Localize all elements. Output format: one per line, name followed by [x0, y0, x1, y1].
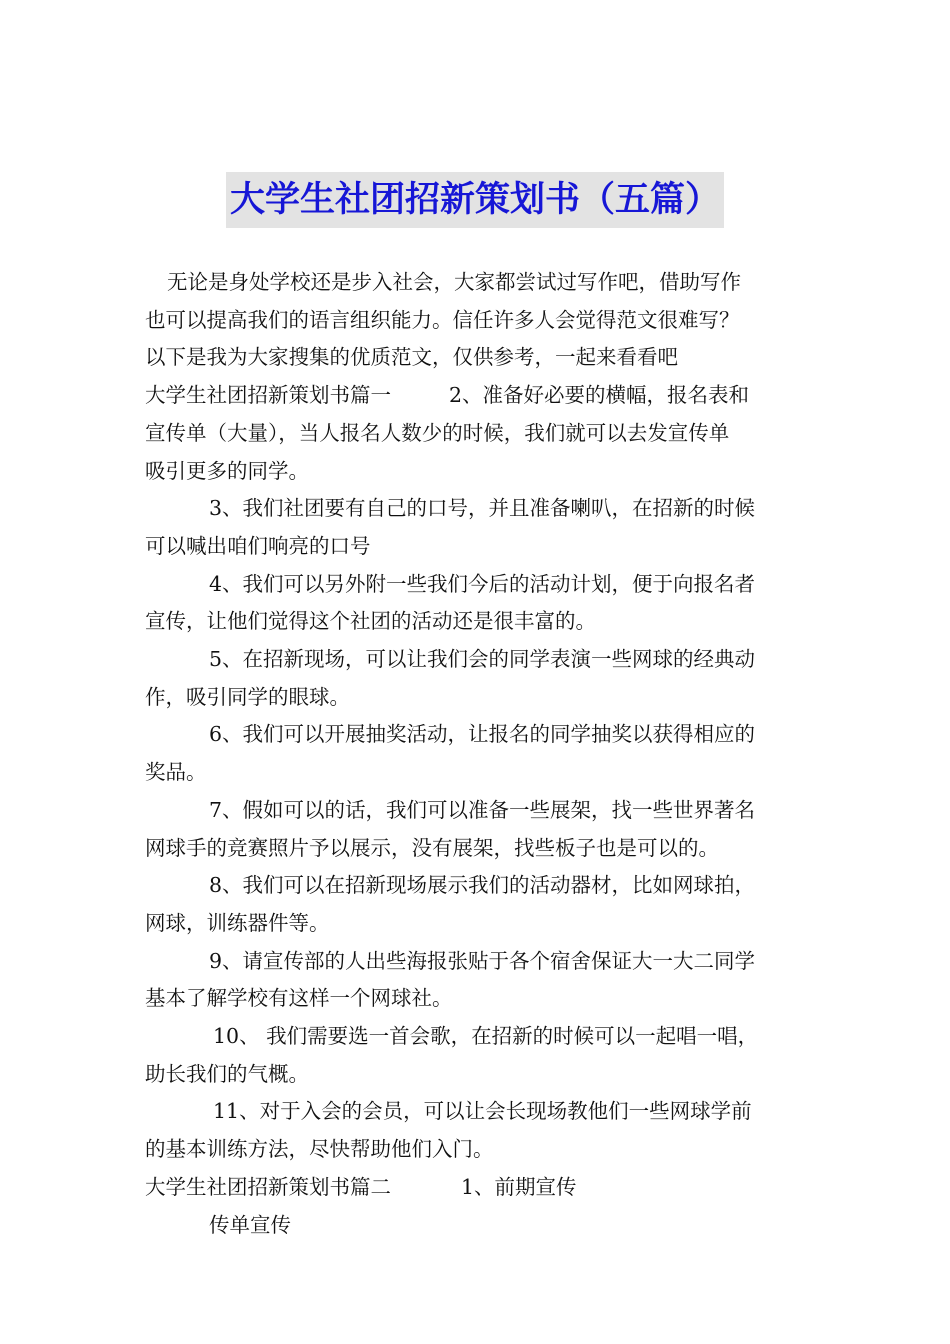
list-item: [145, 641, 811, 716]
list-item: [145, 566, 811, 641]
section1-paragraph: [145, 377, 811, 490]
list-item-line: 奖品。: [145, 760, 207, 785]
list-item-line: 4、我们可以另外附一些我们今后的活动计划，便于向报名者: [209, 571, 756, 596]
list-item-line: 网球，训练器件等。: [145, 910, 330, 935]
intro-line: 以下是我为大家搜集的优质范文，仅供参考，一起来看看吧: [145, 345, 678, 370]
document-title: 大学生社团招新策划书（五篇）: [226, 172, 724, 228]
list-item: [145, 792, 811, 867]
section2-heading: 大学生社团招新策划书篇二: [145, 1174, 391, 1199]
list-item-line: 作，吸引同学的眼球。: [145, 684, 350, 709]
list-item: [145, 867, 811, 942]
list-item-line: 基本了解学校有这样一个网球社。: [145, 986, 453, 1011]
list-item-line: 7、假如可以的话，我们可以准备一些展架，找一些世界著名: [209, 797, 756, 822]
list-item-line: 宣传，让他们觉得这个社团的活动还是很丰富的。: [145, 609, 596, 634]
list-item-line: 10、 我们需要选一首会歌，在招新的时候可以一起唱一唱，: [213, 1024, 759, 1049]
section2-paragraph: [145, 1169, 811, 1244]
list-item-line: 6、我们可以开展抽奖活动，让报名的同学抽奖以获得相应的: [209, 722, 756, 747]
list-item: [145, 716, 811, 791]
paragraph-line: 宣传单（大量），当人报名人数少的时候，我们就可以去发宣传单: [145, 420, 730, 445]
document-title-wrap: [0, 172, 950, 234]
list-item: [145, 1018, 811, 1093]
list-item: [145, 490, 811, 565]
list-item-line: 9、请宣传部的人出些海报张贴于各个宿舍保证大一大二同学: [209, 948, 756, 973]
document-body: [145, 264, 811, 1244]
intro-paragraph: [145, 264, 811, 377]
list-item: [145, 1093, 811, 1168]
intro-line: 也可以提高我们的语言组织能力。信任许多人会觉得范文很难写？: [145, 307, 740, 332]
list-item: [145, 943, 811, 1018]
section1-first-item: 2、准备好必要的横幅，报名表和: [449, 383, 750, 408]
list-item-line: 11、对于入会的会员，可以让会长现场教他们一些网球学前: [213, 1099, 752, 1124]
list-item-line: 5、在招新现场，可以让我们会的同学表演一些网球的经典动: [209, 647, 756, 672]
list-item-line: 可以喊出咱们响亮的口号: [145, 533, 371, 558]
list-item-line: 网球手的竞赛照片予以展示，没有展架，找些板子也是可以的。: [145, 835, 719, 860]
section2-first-item: 1、前期宣传: [461, 1174, 577, 1199]
list-item-line: 3、我们社团要有自己的口号，并且准备喇叭，在招新的时候: [209, 496, 756, 521]
list-item-line: 8、我们可以在招新现场展示我们的活动器材，比如网球拍，: [209, 873, 756, 898]
section1-heading: 大学生社团招新策划书篇一: [145, 383, 391, 408]
list-item-line: 的基本训练方法，尽快帮助他们入门。: [145, 1137, 494, 1162]
section1-heading-line: [145, 377, 811, 415]
section2-heading-line: [145, 1169, 811, 1207]
list-item-line: 助长我们的气概。: [145, 1061, 309, 1086]
paragraph-line: 吸引更多的同学。: [145, 458, 309, 483]
intro-line: 无论是身处学校还是步入社会，大家都尝试过写作吧，借助写作: [167, 270, 741, 294]
section2-sub-item: 传单宣传: [209, 1212, 291, 1237]
